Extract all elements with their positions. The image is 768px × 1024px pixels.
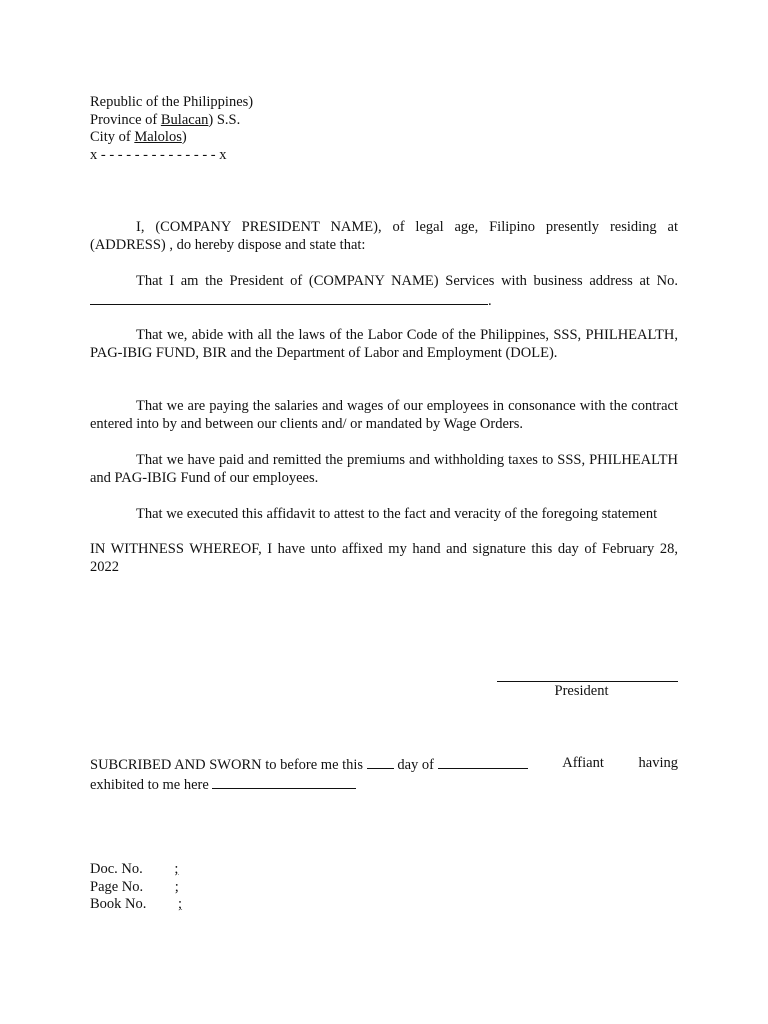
jurat-line-1: SUBCRIBED AND SWORN to before me this day of Affiant having [90, 755, 678, 773]
venue-republic: Republic of the Philippines) [90, 94, 254, 110]
venue-separator: x - - - - - - - - - - - - - - x [90, 146, 227, 163]
city-name: Malolos [134, 129, 182, 145]
month-blank [438, 755, 528, 769]
paragraph-declarant: I, (COMPANY PRESIDENT NAME), of legal age, Filipino presently residing at (ADDRESS) , do hereby dispose and state that: [90, 219, 678, 253]
page-no: Page No. ; [90, 878, 179, 895]
notarial-block [90, 861, 678, 914]
book-no: Book No. ; [90, 896, 183, 912]
exhibited-id-blank [212, 775, 356, 789]
paragraph-attest: That we executed this affidavit to attest to the fact and veracity of the foregoing statement [136, 506, 658, 522]
province-name: Bulacan [160, 111, 209, 128]
page-no-blank: ; [174, 878, 179, 895]
paragraph-premiums: That we have paid and remitted the premiums and withholding taxes to SSS, PHILHEALTH and PAG-IBIG Fund of our employees. [90, 452, 678, 486]
doc-no-blank: ; [174, 861, 179, 877]
signature-title: President [554, 683, 609, 699]
venue-block [90, 94, 678, 164]
paragraph-witness: IN WITHNESS WHEREOF, I have unto affixed my hand and signature this day of February 28, 2022 [90, 541, 678, 575]
venue-city: City of Malolos) [90, 129, 187, 145]
day-blank [367, 755, 394, 769]
paragraph-president: That I am the President of (COMPANY NAME) Services with business address at No. . [90, 273, 678, 310]
business-address-blank [90, 291, 488, 305]
paragraph-wages: That we are paying the salaries and wages of our employees in consonance with the contract entered into by and between our clients and/ or mandated by Wage Orders. [90, 398, 678, 432]
signature-line [497, 681, 678, 682]
jurat-line-2: exhibited to me here [90, 775, 678, 795]
doc-no: Doc. No. ; [90, 861, 179, 877]
venue-province: Province of Bulacan) S.S. [90, 111, 241, 128]
book-no-blank: ; [178, 896, 183, 912]
paragraph-labor-code: That we, abide with all the laws of the Labor Code of the Philippines, SSS, PHILHEALTH, PAG-IBIG FUND, BIR and the Department of Labor and Employment (DOLE). [90, 327, 678, 361]
jurat-block [90, 755, 678, 794]
